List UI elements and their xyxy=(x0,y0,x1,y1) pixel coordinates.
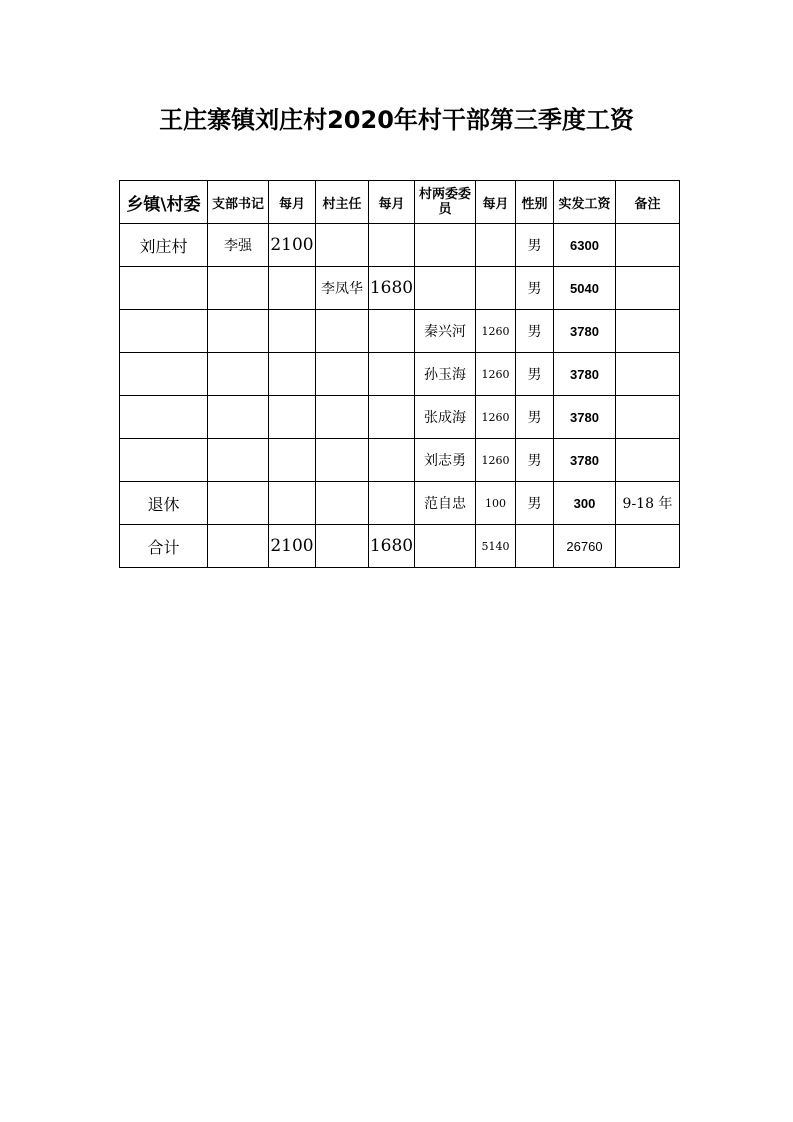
cell-village-head xyxy=(316,396,369,439)
cell-gender xyxy=(516,525,554,568)
header-remarks: 备注 xyxy=(616,181,680,224)
cell-monthly-1 xyxy=(269,396,316,439)
cell-remarks xyxy=(616,353,680,396)
cell-remarks xyxy=(616,525,680,568)
cell-party-secretary xyxy=(208,267,269,310)
cell-monthly-2 xyxy=(369,439,415,482)
table-row xyxy=(120,396,680,439)
cell-actual-salary: 3780 xyxy=(554,353,616,396)
page-title: 王庄寨镇刘庄村2020年村干部第三季度工资 xyxy=(159,106,634,134)
cell-actual-salary: 3780 xyxy=(554,310,616,353)
cell-town-village xyxy=(120,396,208,439)
table-row xyxy=(120,267,680,310)
cell-party-secretary xyxy=(208,353,269,396)
cell-committee-member: 孙玉海 xyxy=(415,353,476,396)
cell-monthly-1 xyxy=(269,482,316,525)
cell-committee-member: 张成海 xyxy=(415,396,476,439)
cell-monthly-3: 1260 xyxy=(476,353,516,396)
cell-actual-salary: 3780 xyxy=(554,439,616,482)
cell-committee-member: 范自忠 xyxy=(415,482,476,525)
header-monthly-1: 每月 xyxy=(269,181,316,224)
table-total-row xyxy=(120,525,680,568)
cell-village-head xyxy=(316,525,369,568)
cell-monthly-2 xyxy=(369,396,415,439)
cell-monthly-3: 1260 xyxy=(476,310,516,353)
cell-village-head xyxy=(316,439,369,482)
cell-actual-salary: 26760 xyxy=(554,525,616,568)
cell-remarks xyxy=(616,439,680,482)
table-row xyxy=(120,310,680,353)
header-gender: 性别 xyxy=(516,181,554,224)
cell-monthly-1 xyxy=(269,353,316,396)
cell-remarks xyxy=(616,396,680,439)
cell-village-head xyxy=(316,482,369,525)
cell-gender: 男 xyxy=(516,224,554,267)
cell-gender: 男 xyxy=(516,482,554,525)
cell-remarks xyxy=(616,310,680,353)
header-committee-member: 村两委委员 xyxy=(415,181,476,224)
cell-village-head: 李凤华 xyxy=(316,267,369,310)
cell-gender: 男 xyxy=(516,353,554,396)
cell-remarks xyxy=(616,267,680,310)
cell-committee-member: 秦兴河 xyxy=(415,310,476,353)
cell-monthly-2 xyxy=(369,353,415,396)
cell-committee-member: 刘志勇 xyxy=(415,439,476,482)
table-row xyxy=(120,224,680,267)
header-village-head: 村主任 xyxy=(316,181,369,224)
cell-remarks: 9-18 年 xyxy=(616,482,680,525)
cell-monthly-1 xyxy=(269,267,316,310)
cell-gender: 男 xyxy=(516,396,554,439)
header-actual-salary: 实发工资 xyxy=(554,181,616,224)
cell-monthly-1: 2100 xyxy=(269,224,316,267)
cell-monthly-2 xyxy=(369,482,415,525)
cell-actual-salary: 5040 xyxy=(554,267,616,310)
cell-committee-member xyxy=(415,224,476,267)
header-monthly-2: 每月 xyxy=(369,181,415,224)
header-town-village: 乡镇\村委 xyxy=(120,181,208,224)
cell-actual-salary: 3780 xyxy=(554,396,616,439)
cell-committee-member xyxy=(415,267,476,310)
cell-town-village xyxy=(120,353,208,396)
cell-village-head xyxy=(316,310,369,353)
table-row xyxy=(120,353,680,396)
cell-monthly-1 xyxy=(269,310,316,353)
cell-town-village xyxy=(120,439,208,482)
cell-monthly-1: 2100 xyxy=(269,525,316,568)
cell-monthly-3: 1260 xyxy=(476,439,516,482)
cell-town-village: 合计 xyxy=(120,525,208,568)
cell-town-village xyxy=(120,310,208,353)
cell-committee-member xyxy=(415,525,476,568)
cell-town-village: 刘庄村 xyxy=(120,224,208,267)
cell-gender: 男 xyxy=(516,439,554,482)
cell-town-village: 退休 xyxy=(120,482,208,525)
cell-monthly-3: 1260 xyxy=(476,396,516,439)
cell-monthly-3: 5140 xyxy=(476,525,516,568)
cell-monthly-3 xyxy=(476,267,516,310)
table-header-row xyxy=(120,181,680,224)
cell-gender: 男 xyxy=(516,267,554,310)
cell-party-secretary xyxy=(208,310,269,353)
cell-party-secretary: 李强 xyxy=(208,224,269,267)
cell-monthly-2: 1680 xyxy=(369,525,415,568)
cell-town-village xyxy=(120,267,208,310)
cell-monthly-1 xyxy=(269,439,316,482)
cell-remarks xyxy=(616,224,680,267)
cell-monthly-3: 100 xyxy=(476,482,516,525)
cell-village-head xyxy=(316,353,369,396)
header-party-secretary: 支部书记 xyxy=(208,181,269,224)
cell-actual-salary: 300 xyxy=(554,482,616,525)
cell-monthly-2 xyxy=(369,310,415,353)
cell-party-secretary xyxy=(208,525,269,568)
cell-monthly-2: 1680 xyxy=(369,267,415,310)
cell-village-head xyxy=(316,224,369,267)
cell-monthly-3 xyxy=(476,224,516,267)
table-row xyxy=(120,439,680,482)
table-row xyxy=(120,482,680,525)
cell-party-secretary xyxy=(208,482,269,525)
cell-actual-salary: 6300 xyxy=(554,224,616,267)
cell-gender: 男 xyxy=(516,310,554,353)
salary-table xyxy=(119,180,680,568)
header-monthly-3: 每月 xyxy=(476,181,516,224)
cell-monthly-2 xyxy=(369,224,415,267)
cell-party-secretary xyxy=(208,396,269,439)
cell-party-secretary xyxy=(208,439,269,482)
